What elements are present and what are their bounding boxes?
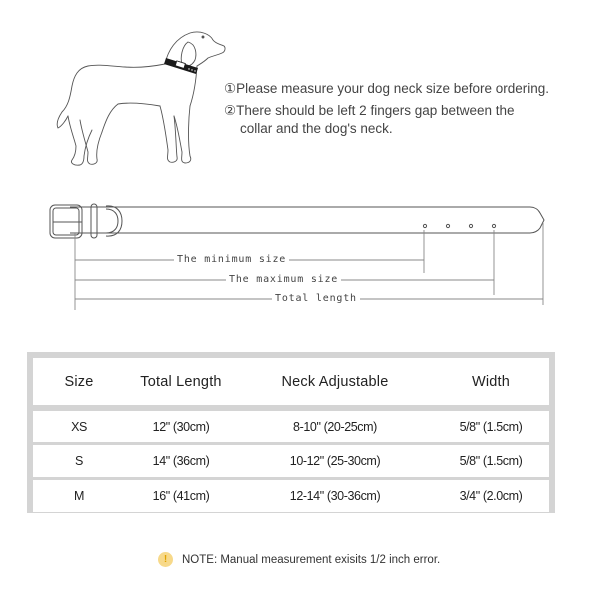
- cell-width: 5/8" (1.5cm): [459, 454, 523, 468]
- cell-neck-adjustable: 8-10" (20-25cm): [293, 419, 377, 434]
- max-size-label: The maximum size: [226, 274, 341, 285]
- instruction-1: [224, 80, 549, 97]
- instruction-2-text-line1: There should be left 2 fingers gap between the: [236, 103, 515, 118]
- cell-total-length: 16" (41cm): [152, 489, 210, 503]
- table-row: [33, 480, 549, 512]
- size-table: [27, 352, 555, 513]
- cell-size: S: [75, 454, 83, 468]
- total-length-label: Total length: [272, 293, 360, 304]
- measurement-note: [158, 552, 440, 567]
- table-header-row: [33, 358, 549, 405]
- circled-number-2: ②: [224, 103, 237, 118]
- instruction-1-text: Please measure your dog neck size before ordering.: [236, 81, 550, 96]
- warning-icon: !: [158, 552, 173, 567]
- header-neck-adjustable: Neck Adjustable: [281, 373, 389, 390]
- table-row: [33, 411, 549, 442]
- cell-width: 5/8" (1.5cm): [459, 419, 523, 434]
- circled-number-1: ①: [224, 81, 237, 96]
- min-size-label: The minimum size: [174, 254, 289, 265]
- cell-neck-adjustable: 10-12" (25-30cm): [289, 454, 381, 468]
- table-row: [33, 445, 549, 477]
- header-width: Width: [471, 373, 511, 390]
- cell-neck-adjustable: 12-14" (30-36cm): [289, 489, 381, 503]
- instruction-2-cont: collar and the dog's neck.: [240, 121, 393, 136]
- cell-total-length: 14" (36cm): [152, 454, 210, 468]
- dog-illustration: [40, 20, 240, 180]
- header-size: Size: [64, 373, 94, 390]
- cell-total-length: 12" (30cm): [152, 419, 210, 434]
- instruction-2: [224, 102, 515, 119]
- cell-size: XS: [71, 419, 87, 434]
- cell-width: 3/4" (2.0cm): [459, 489, 523, 503]
- note-text: NOTE: Manual measurement exisits 1/2 inch error.: [182, 553, 441, 566]
- cell-size: M: [73, 489, 84, 503]
- header-total-length: Total Length: [140, 373, 222, 390]
